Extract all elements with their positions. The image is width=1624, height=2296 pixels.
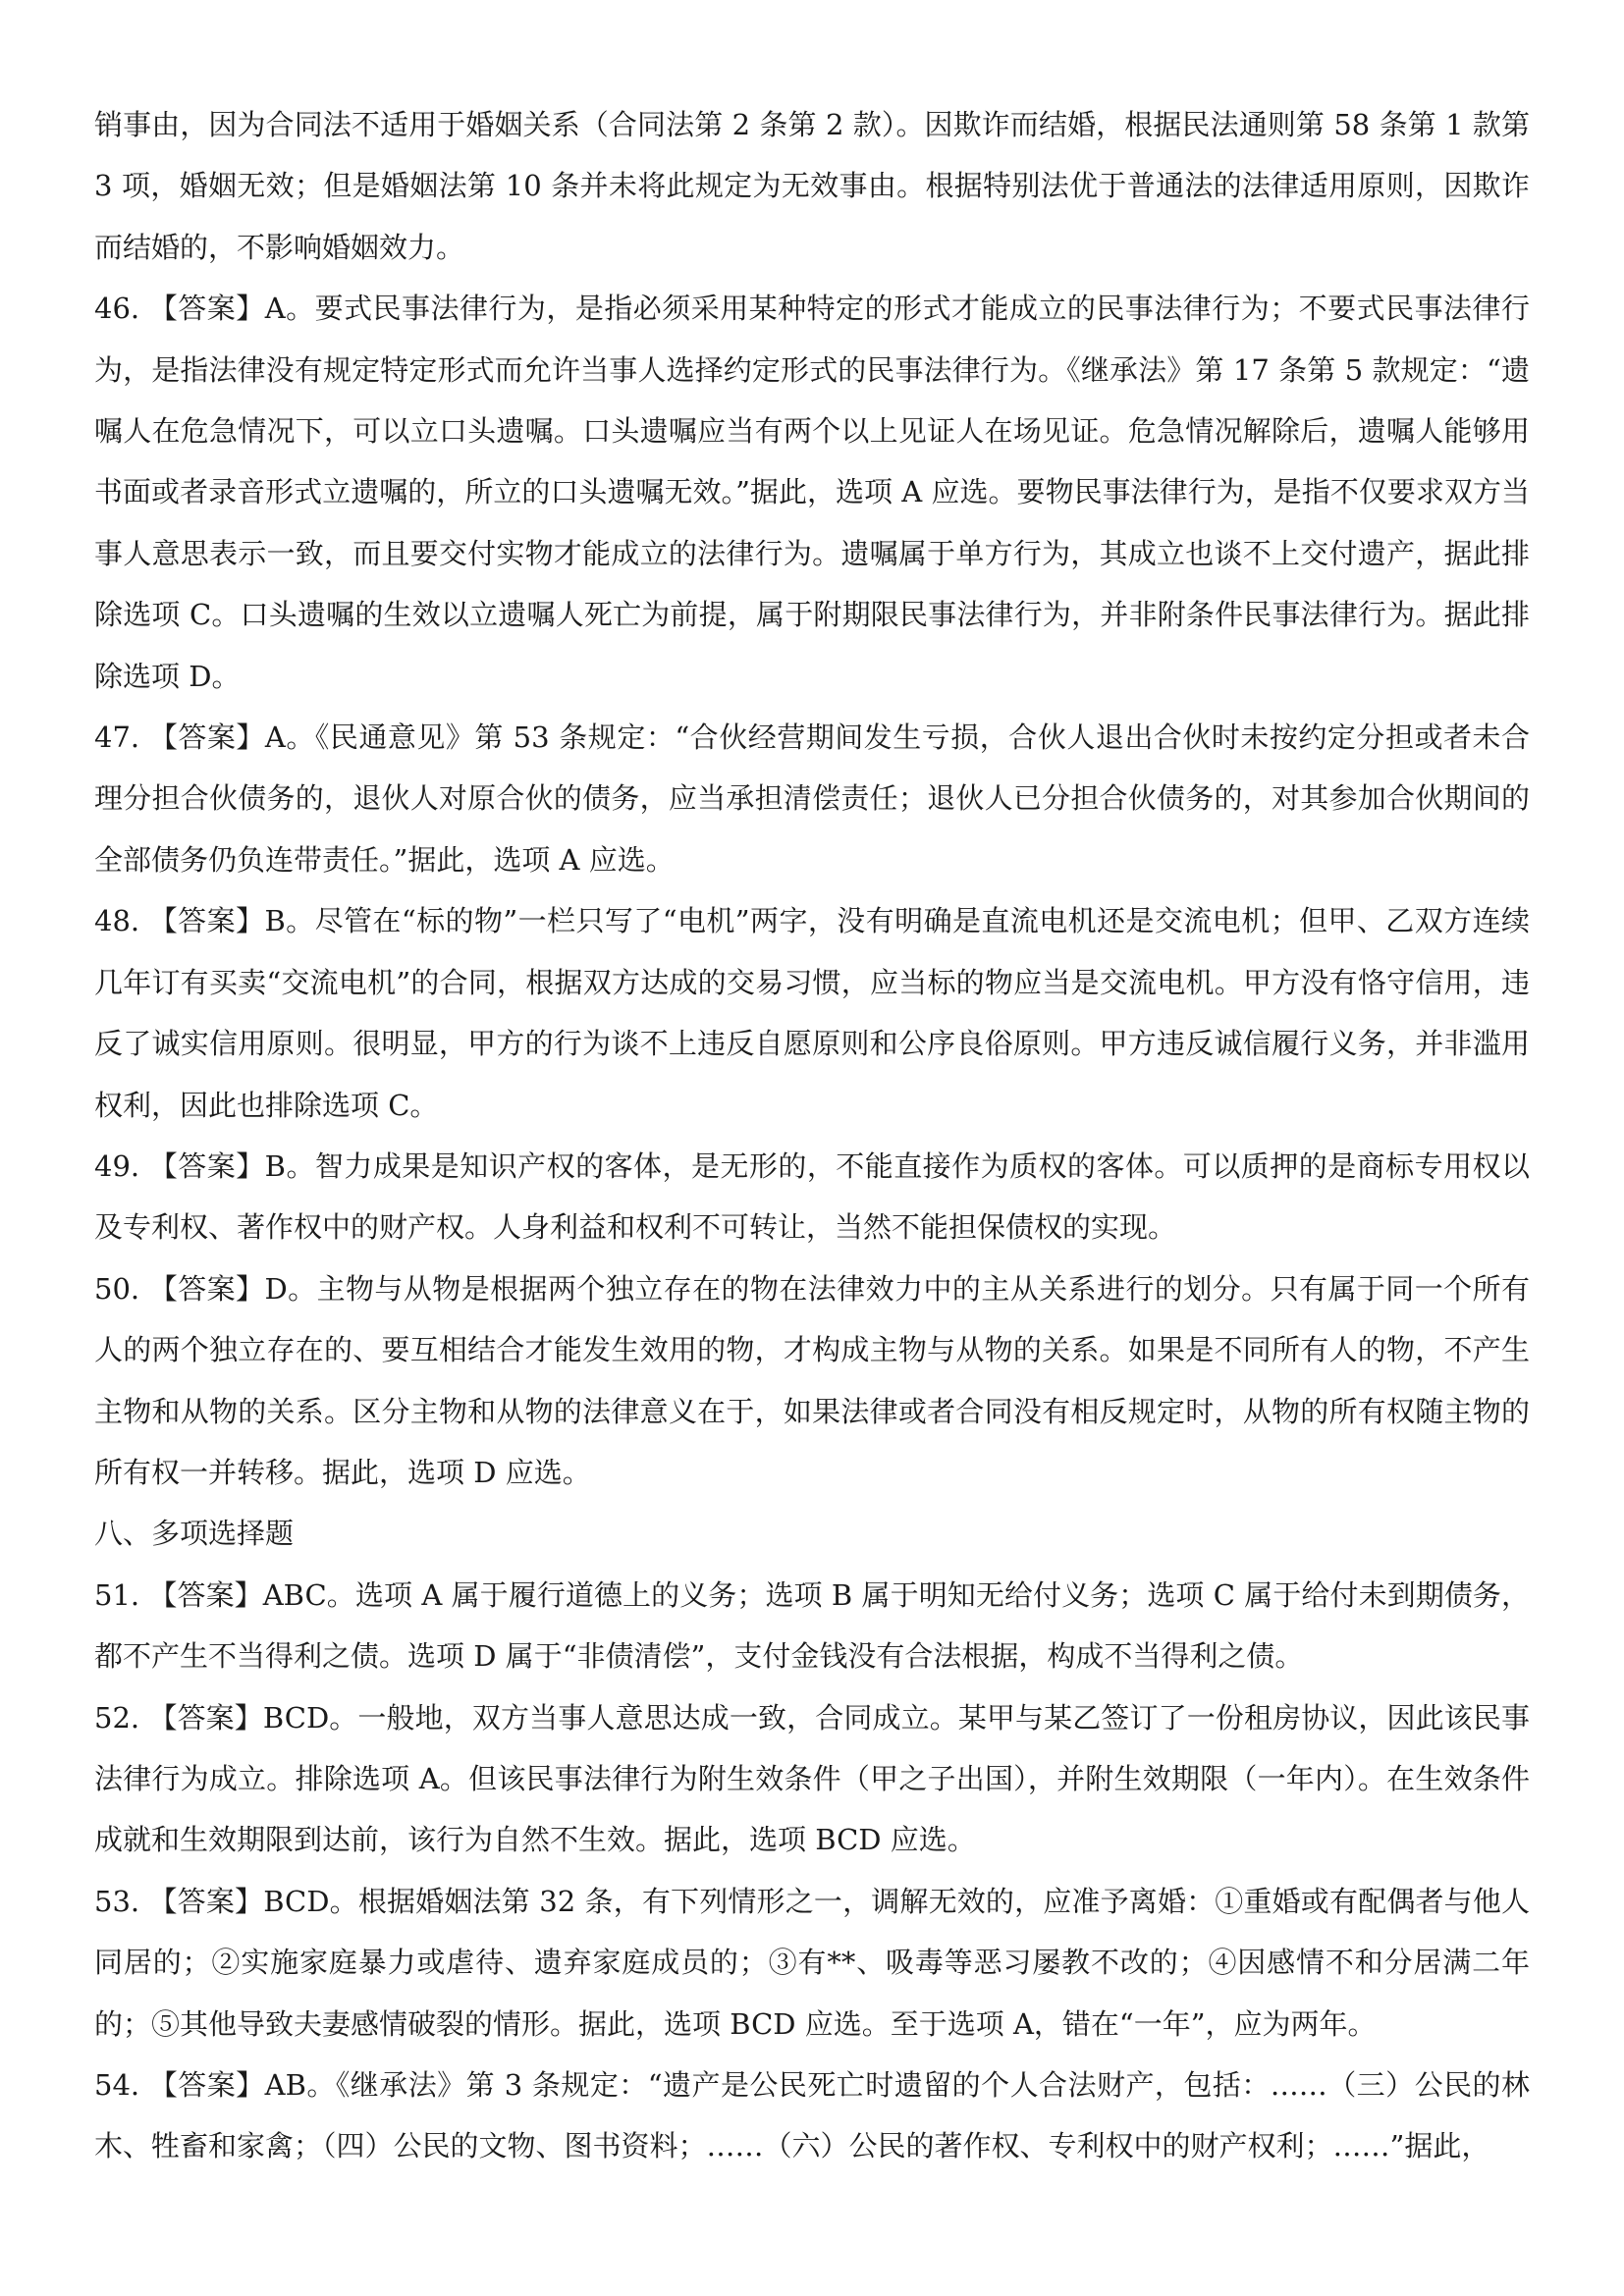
continued-explanation-45: 销事由，因为合同法不适用于婚姻关系（合同法第 2 条第 2 款）。因欺诈而结婚，根据民法通则第 58 条第 1 款第 3 项，婚姻无效；但是婚姻法第 10 条并未将此规定为无效事由。根据特别法优于普通法的法律适用原则，因欺诈而结婚的，不影响婚姻效力。 [94,108,1530,264]
answer-51: 51. 【答案】ABC。选项 A 属于履行道德上的义务；选项 B 属于明知无给付义务；选项 C 属于给付未到期债务，都不产生不当得利之债。选项 D 属于“非债清偿”，支付金钱没有合法根据，构成不当得利之债。 [94,1577,1530,1674]
answer-48: 48. 【答案】B。尽管在“标的物”一栏只写了“电机”两字，没有明确是直流电机还是交流电机；但甲、乙双方连续几年订有买卖“交流电机”的合同，根据双方达成的交易习惯，应当标的物应当是交流电机。甲方没有恪守信用，违反了诚实信用原则。很明显，甲方的行为谈不上违反自愿原则和公序良俗原则。甲方违反诚信履行义务，并非滥用权利，因此也排除选项 C。 [94,904,1530,1122]
document-page [94,94,1530,2177]
answer-54: 54. 【答案】AB。《继承法》第 3 条规定：“遗产是公民死亡时遗留的个人合法财产，包括：……（三）公民的林木、牲畜和家禽；（四）公民的文物、图书资料；……（六）公民的著作权、专利权中的财产权利；……”据此， [94,2068,1530,2163]
answer-52: 52. 【答案】BCD。一般地，双方当事人意思达成一致，合同成立。某甲与某乙签订了一份租房协议，因此该民事法律行为成立。排除选项 A。但该民事法律行为附生效条件（甲之子出国），并附生效期限（一年内）。在生效条件成就和生效期限到达前，该行为自然不生效。据此，选项 BCD 应选。 [94,1700,1530,1857]
answer-46: 46. 【答案】A。要式民事法律行为，是指必须采用某种特定的形式才能成立的民事法律行为；不要式民事法律行为，是指法律没有规定特定形式而允许当事人选择约定形式的民事法律行为。《继承法》第 17 条第 5 款规定：“遗嘱人在危急情况下，可以立口头遗嘱。口头遗嘱应当有两个以上见证人在场见证。危急情况解除后，遗嘱人能够用书面或者录音形式立遗嘱的，所立的口头遗嘱无效。”据此，选项 A 应选。要物民事法律行为，是指不仅要求双方当事人意思表示一致，而且要交付实物才能成立的法律行为。遗嘱属于单方行为，其成立也谈不上交付遗产，据此排除选项 C。口头遗嘱的生效以立遗嘱人死亡为前提，属于附期限民事法律行为，并非附条件民事法律行为。据此排除选项 D。 [94,292,1530,693]
section-heading-multiple-choice: 八、多项选择题 [94,1517,295,1551]
answer-50: 50. 【答案】D。主物与从物是根据两个独立存在的物在法律效力中的主从关系进行的划分。只有属于同一个所有人的两个独立存在的、要互相结合才能发生效用的物，才构成主物与从物的关系。如果是不同所有人的物，不产生主物和从物的关系。区分主物和从物的法律意义在于，如果法律或者合同没有相反规定时，从物的所有权随主物的所有权一并转移。据此，选项 D 应选。 [94,1271,1530,1489]
answer-47: 47. 【答案】A。《民通意见》第 53 条规定：“合伙经营期间发生亏损，合伙人退出合伙时未按约定分担或者未合理分担合伙债务的，退伙人对原合伙的债务，应当承担清偿责任；退伙人已分担合伙债务的，对其参加合伙期间的全部债务仍负连带责任。”据此，选项 A 应选。 [94,721,1530,877]
answer-49: 49. 【答案】B。智力成果是知识产权的客体，是无形的，不能直接作为质权的客体。可以质押的是商标专用权以及专利权、著作权中的财产权。人身利益和权利不可转让，当然不能担保债权的实现。 [94,1148,1530,1245]
answer-53: 53. 【答案】BCD。根据婚姻法第 32 条，有下列情形之一，调解无效的，应准予离婚：①重婚或有配偶者与他人同居的；②实施家庭暴力或虐待、遗弃家庭成员的；③有**、吸毒等恶习屡教不改的；④因感情不和分居满二年的；⑤其他导致夫妻感情破裂的情形。据此，选项 BCD 应选。至于选项 A，错在“一年”，应为两年。 [94,1884,1530,2041]
